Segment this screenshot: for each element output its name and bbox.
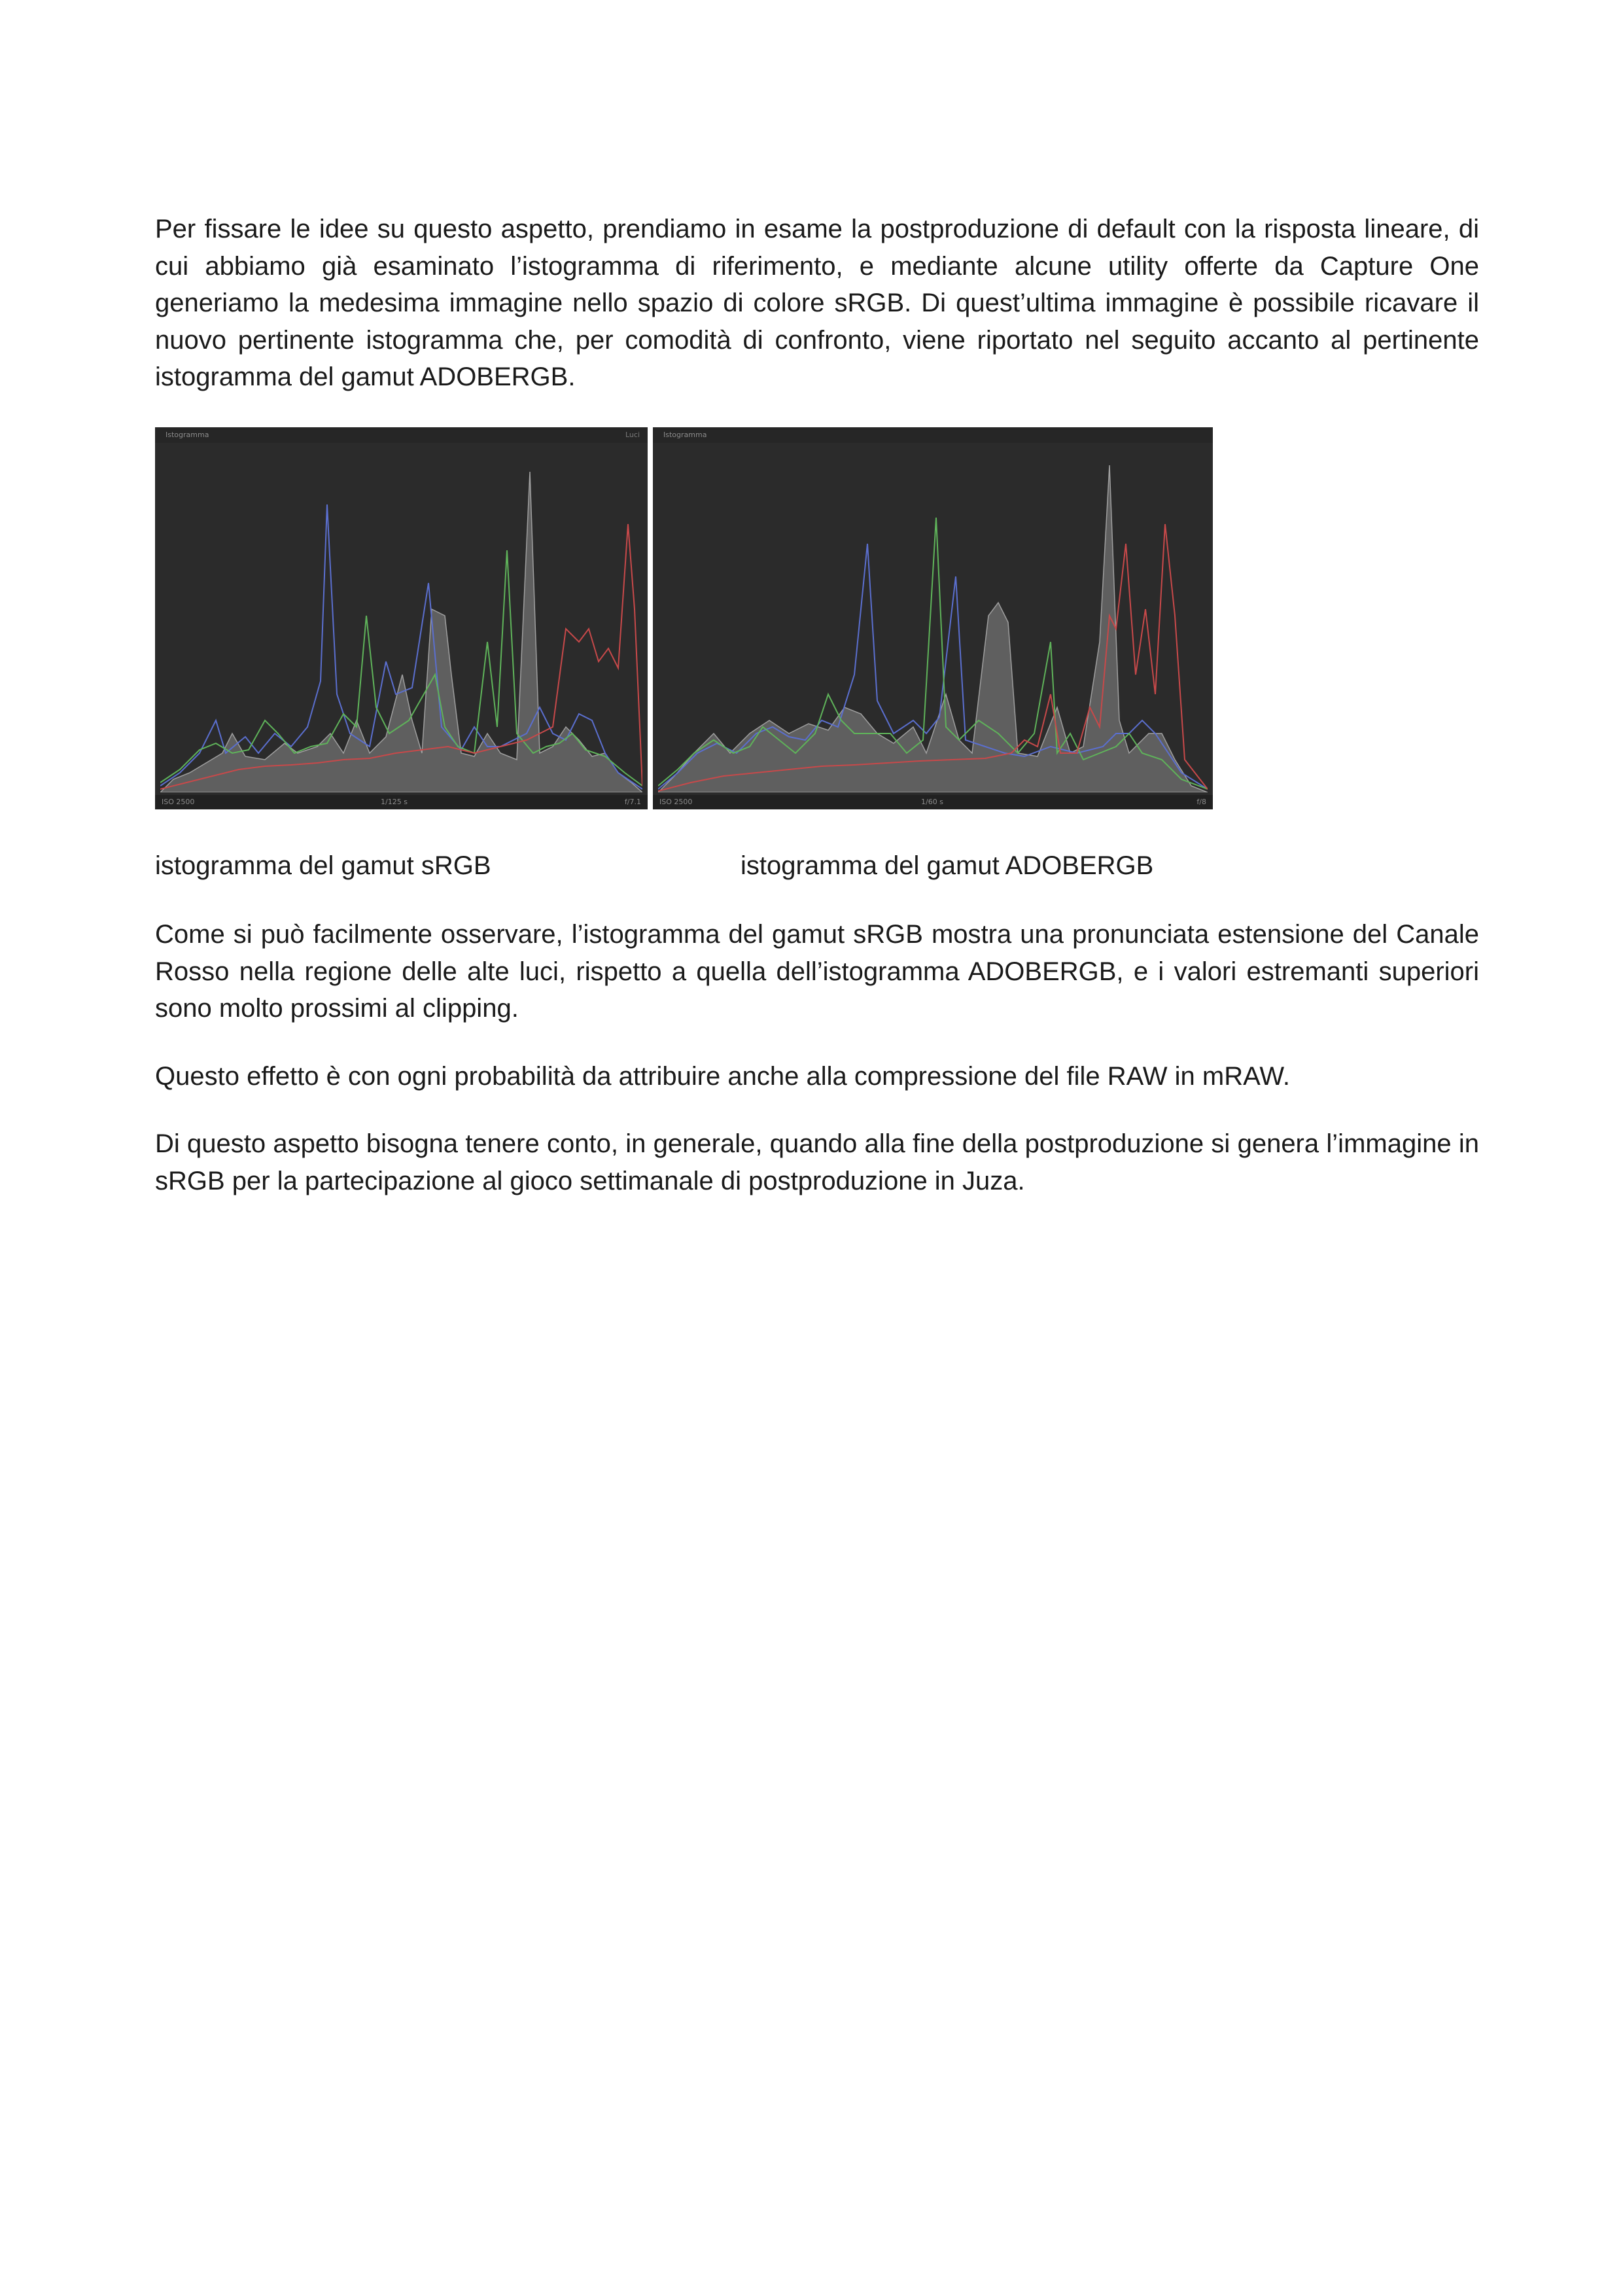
caption-adobergb: istogramma del gamut ADOBERGB (741, 851, 1154, 880)
histogram-panel-footer (155, 795, 648, 809)
footer-iso: ISO 2500 (659, 798, 693, 806)
paragraph-intro: Per fissare le idee su questo aspetto, prendiamo in esame la postproduzione di default con la risposta lineare, di cui abbiamo già esaminato l’istogramma di riferimento, e mediante alcune utility offerte da Capture One generiamo la medesima immagine nello spazio di colore sRGB. Di quest’ultima immagine è possibile ricavare il nuovo pertinente istogramma che, per comodità di confronto, viene riportato nel seguito accanto al pertinente istogramma del gamut ADOBERGB. (155, 215, 1479, 391)
histogram-panel-header (155, 427, 648, 443)
histogram-header-control: Luci (625, 431, 640, 439)
paragraph-cause: Questo effetto è con ogni probabilità da attribuire anche alla compressione del file RAW in mRAW. (155, 1062, 1290, 1091)
histogram-srgb-panel (155, 427, 648, 809)
footer-aperture: f/8 (1196, 798, 1206, 806)
footer-shutter: 1/125 s (381, 798, 408, 806)
footer-aperture: f/7.1 (624, 798, 641, 806)
footer-shutter: 1/60 s (921, 798, 943, 806)
histogram-adobergb-panel (653, 427, 1213, 809)
luminance-fill (160, 472, 642, 792)
histogram-panel-header (653, 427, 1213, 443)
footer-iso: ISO 2500 (162, 798, 195, 806)
histogram-panel-footer (653, 795, 1213, 809)
histogram-adobergb-plot (658, 446, 1208, 792)
histogram-title: Istogramma (166, 431, 209, 439)
histogram-title: Istogramma (663, 431, 707, 439)
paragraph-observation: Come si può facilmente osservare, l’istogramma del gamut sRGB mostra una pronunciata estensione del Canale Rosso nella regione delle alte luci, rispetto a quella dell’istogramma ADOBERGB, e i valori estremanti superiori sono molto prossimi al clipping. (155, 920, 1479, 1023)
paragraph-conclusion: Di questo aspetto bisogna tenere conto, in generale, quando alla fine della postproduzione si genera l’immagine in sRGB per la partecipazione al gioco settimanale di postproduzione in Juza. (155, 1129, 1479, 1195)
caption-srgb: istogramma del gamut sRGB (155, 851, 491, 880)
luminance-fill (658, 465, 1208, 792)
histogram-srgb-plot (160, 446, 642, 792)
